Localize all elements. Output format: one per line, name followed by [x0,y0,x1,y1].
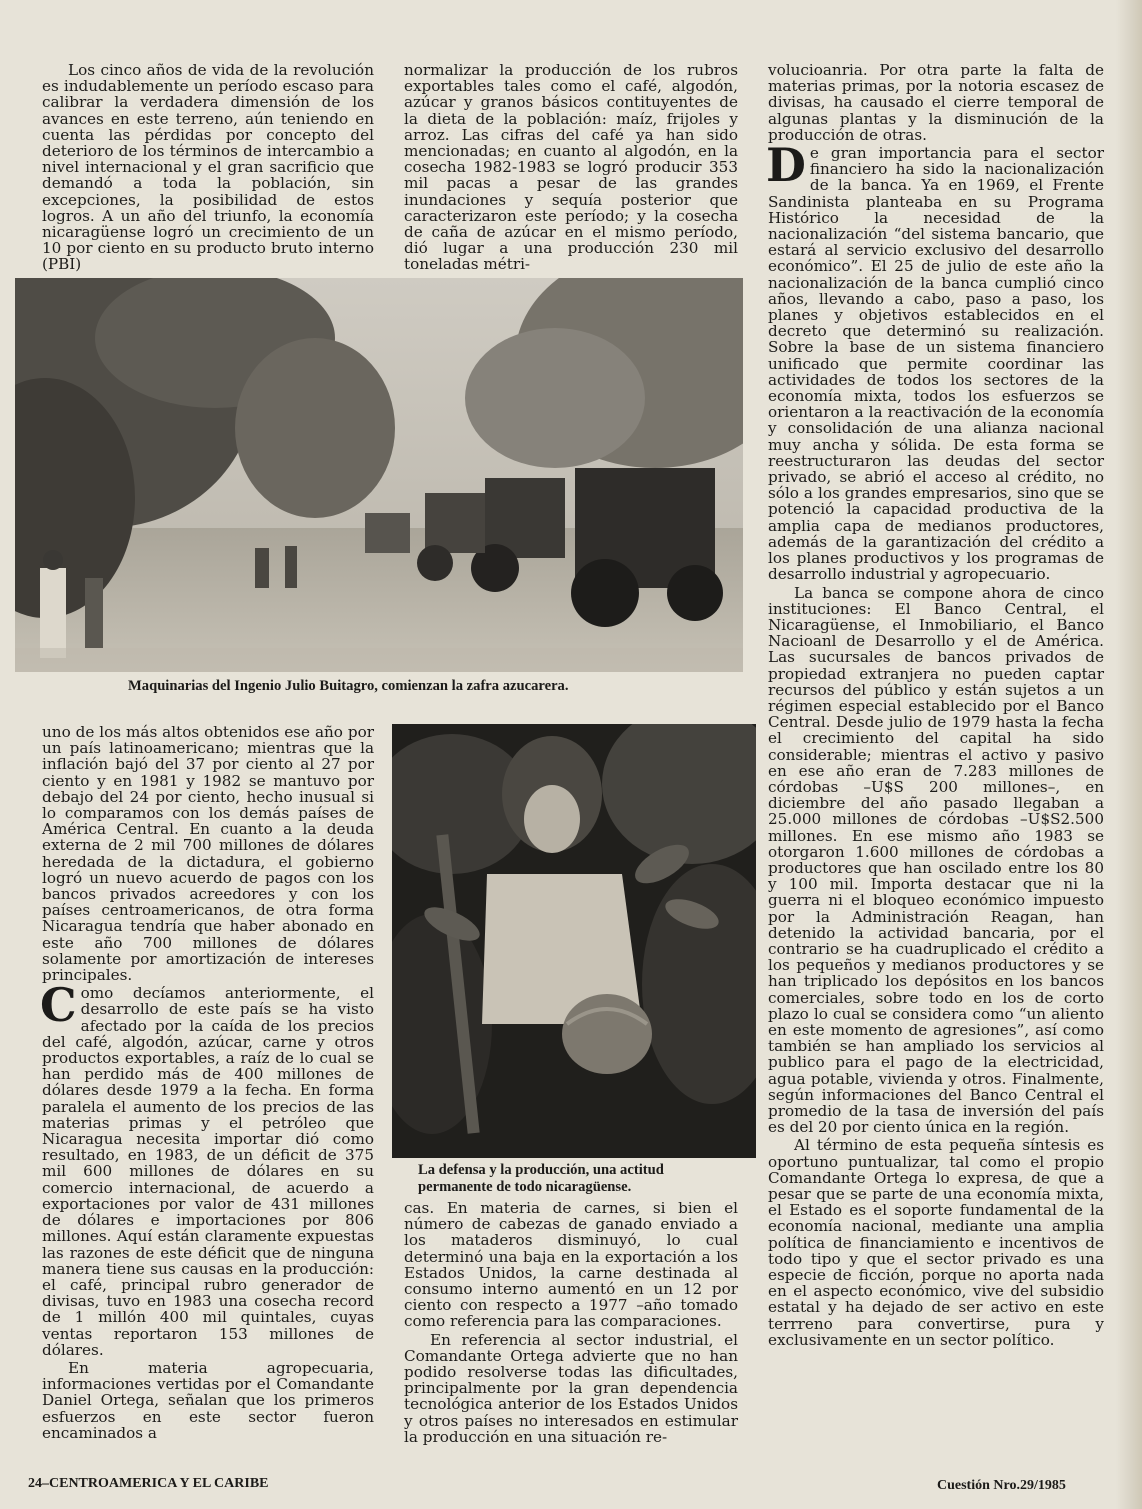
photo-tractors-image [15,278,743,672]
paragraph: Al término de esta pequeña síntesis es oportuno puntualizar, tal como el propio Comandante Ortega lo expresa, de que a pesar que se parte de una economía mixta, el Estado es el soporte fundamental de la economía nacional, mediante una amplia política de financiamiento e incentivos de todo tipo y que el sector privado es una especie de ficción, porque no aporta nada en el aspecto económico, vive del subsidio estatal y ha dejado de ser activo en este terrreno para convertirse, pura y exclusivamente en un sector político. [768,1136,1104,1349]
paragraph: cas. En materia de carnes, si bien el número de cabezas de ganado enviado a los mataderos disminuyó, lo cual determinó una baja en la exportación a los Estados Unidos, la carne destinada al consumo interno aumentó en un 12 por ciento con respecto a 1977 –año tomado como referencia para las comparaciones. [404,1199,738,1331]
column-1-top [42,62,374,274]
paragraph: Los cinco años de vida de la revolución es indudablemente un período escaso para calibrar la verdadera dimensión de los avances en este terreno, aún teniendo en cuenta las pérdidas por concepto del deterioro de los términos de intercambio a nivel internacional y el gran sacrificio que demandó a toda la población, sin excepciones, la posibilidad de estos logros. A un año del triunfo, la economía nicaragüense logró un crecimiento de un 10 por ciento en su producto bruto interno (PBI) [42,61,374,274]
footer-issue: Cuestión Nro.29/1985 [937,1478,1066,1493]
drop-cap: C [40,978,77,1033]
paragraph-text: omo decíamos anteriormente, el desarrollo de este país se ha visto afectado por la caída de los precios del café, algodón, azúcar, carne y otros productos exportables, a raíz de lo cual se han perdido más de 400 millones de dólares desde 1979 a la fecha. En forma paralela el aumento de los precios de las materias primas y el petróleo que Nicaragua necesita importar dió como resultado, en 1983, de un déficit de 375 mil 600 millones de dólares en su comercio internacional, de acuerdo a exportaciones por valor de 431 millones de dólares e importaciones por 806 millones. Aquí están claramente expuestas las razones de este déficit que de ninguna manera tiene sus causas en la producción: el café, principal rubro generador de divisas, tuvo en 1983 una cosecha record de 1 millón 400 mil quintales, cuyas ventas reportaron 153 millones de dólares. [42,984,374,1359]
paragraph: uno de los más altos obtenidos ese año por un país latinoamericano; mientras que la inflación bajó del 37 por ciento al 27 por ciento y en 1981 y 1982 se mantuvo por debajo del 24 por ciento, hecho inusual si lo comparamos con los demás países de América Central. En cuanto a la deuda externa de 2 mil 700 millones de dólares heredada de la dictadura, el gobierno logró un nuevo acuerdo de pagos con los bancos privados acreedores y con los países centroamericanos, de otra forma Nicaragua tendría que haber abonado en este año 700 millones de dólares solamente por amortización de intereses principales. [42,723,374,985]
photo-tractors [15,278,743,672]
paragraph-text: e gran importancia para el sector financiero ha sido la nacionalización de la banca. Ya en 1969, el Frente Sandinista planteaba en su Programa Histórico la necesidad de la nacionalización “del sistema bancario, que estará al servicio exclusivo del desarrollo económico”. El 25 de julio de este año la nacionalización de la banca cumplió cinco años, llevando a cabo, paso a paso, los planes y objetivos establecidos en el decreto que determinó su realización. Sobre la base de un sistema financiero unificado que permite coordinar las actividades de todos los sectores de la economía mixta, todos los esfuerzos se orientaron a la reactivación de la economía y consolidación de una alianza nacional muy ancha y sólida. De esta forma se reestructuraron las deudas del sector privado, se abrió el acceso al crédito, no sólo a los grandes empresarios, sino que se potenció la capacidad productiva de la amplia capa de medianos productores, además de la garantización del crédito a los planes productivos y los programas de desarrollo industrial y agropecuario. [768,144,1104,584]
photo-tractors-caption: Maquinarias del Ingenio Julio Buitagro, comienzan la zafra azucarera. [128,678,569,694]
paragraph: La banca se compone ahora de cinco instituciones: El Banco Central, el Nicaragüense, el Inmobiliario, el Banco Nacioanl de Desarrollo y el de América. Las sucursales de bancos privados de propiedad extranjera no pueden captar recursos del público y están sujetos a un régimen especial establecido por el Banco Central. Desde julio de 1979 hasta la fecha el crecimiento del capital ha sido considerable; mientras el activo y pasivo en ese año eran de 7.283 millones de córdobas –U$S 200 millones–, en diciembre del año pasado llegaban a 25.000 millones de córdobas –U$S2.500 millones. En ese mismo año 1983 se otorgaron 1.600 millones de córdobas a productores que han oscilado entre los 80 y 100 mil. Importa destacar que ni la guerra ni el bloqueo económico impuesto por la Administración Reagan, han detenido la actividad bancaria, por el contrario se ha cuadruplicado el crédito a los pequeños y medianos productores y se han triplicado los depósitos en los bancos comerciales, sobre todo en los de corto plazo lo cual se considera como “un aliento en este momento de agresiones”, así como también se han ampliado los servicios al publico para el pago de la electricidad, agua potable, vivienda y otros. Finalmente, según informaciones del Banco Central el promedio de la tasa de inversión del país es del 20 por ciento única en la región. [768,583,1104,1137]
paragraph: En materia agropecuaria, informaciones vertidas por el Comandante Daniel Ortega, señalan que los primeros esfuerzos en este sector fueron encaminados a [42,1358,374,1442]
paragraph: normalizar la producción de los rubros exportables tales como el café, algodón, azúcar y granos básicos contituyentes de la dieta de la población: maíz, frijoles y arroz. Las cifras del café ya han sido mencionadas; en cuanto al algodón, en la cosecha 1982-1983 se logró producir 353 mil pacas a pesar de las grandes inundaciones y sequía posterior que caracterizaron este período; y la cosecha de caña de azúcar en el mismo período, dió lugar a una producción 230 mil toneladas métri- [404,61,738,274]
paragraph: volucioanria. Por otra parte la falta de materias primas, por la notoria escasez de divisas, ha causado el cierre temporal de algunas plantas y la disminución de la producción de otras. [768,61,1104,144]
photo-coffee-picker-caption: La defensa y la producción, una actitud permanente de todo nicaragüense. [418,1162,664,1195]
paragraph [766,138,1104,584]
photo-coffee-picker-image [392,724,756,1158]
footer-publication: 24–CENTROAMERICA Y EL CARIBE [28,1476,269,1491]
column-2-top [404,62,738,274]
column-1-bottom [42,724,374,1472]
page-edge [1116,0,1142,1509]
column-3 [768,62,1104,1472]
paragraph: En referencia al sector industrial, el Comandante Ortega advierte que no han podido resolverse todas las dificultades, principalmente por la gran dependencia tecnológica anterior de los Estados Unidos y otros países no interesados en estimular la producción en una situación re- [404,1330,738,1446]
column-2-bottom [404,1200,738,1472]
photo-coffee-picker [392,724,756,1158]
drop-cap: D [766,138,806,193]
paragraph [40,978,374,1359]
